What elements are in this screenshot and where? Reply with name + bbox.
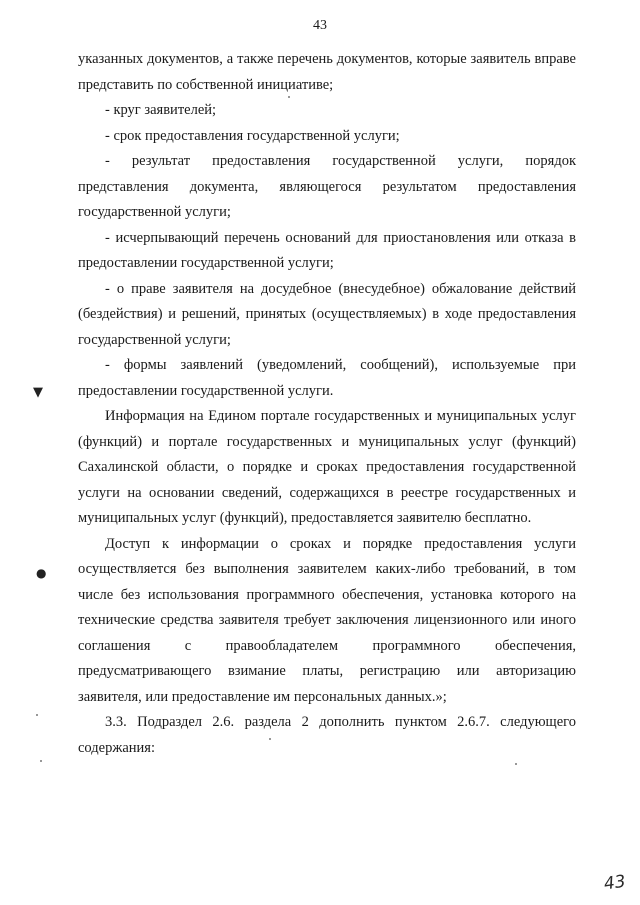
paragraph-continuation: указанных документов, а также перечень документов, которые заявитель вправе представить по собственной инициативе; [78, 51, 576, 93]
scan-mark-icon: ● [36, 566, 47, 580]
list-item-appeal-right: - о праве заявителя на досудебное (внесудебное) обжалование действий (бездействия) и решений, принятых (осуществляемых) в ходе предоставления государственной услуги; [78, 280, 576, 348]
paragraph-portal-information: Информация на Едином портале государственных и муниципальных услуг (функций) и портале государственных и муниципальных услуг (функций) Сахалинской области, о порядке и сроках предоставления государственной услуги на основании сведений, содержащихся в реестре государственных и муниципальных услуг (функций), предоставляется заявителю бесплатно. [78, 408, 576, 526]
scan-speck [288, 96, 290, 98]
scan-speck [515, 763, 517, 765]
list-item-forms: - формы заявлений (уведомлений, сообщений), используемые при предоставлении государственной услуги. [78, 357, 576, 399]
scan-speck [269, 738, 271, 740]
scan-mark-icon: ▼ [33, 385, 43, 400]
scan-speck [40, 760, 42, 762]
paragraph-access-information: Доступ к информации о сроках и порядке предоставления услуги осуществляется без выполнения заявителем каких-либо требований, в том числе без использования программного обеспечения, установка которого на технические средства заявителя требует заключения лицензионного или иного соглашения с правообладателем программного обеспечения, предусматривающего взимание платы, регистрацию или авторизацию заявителя, или предоставление им персональных данных.»; [78, 535, 576, 705]
list-item-grounds: - исчерпывающий перечень оснований для приостановления или отказа в предоставлении государственной услуги; [78, 229, 576, 271]
list-item-term: - срок предоставления государственной услуги; [105, 127, 400, 144]
list-item-result: - результат предоставления государственной услуги, порядок представления документа, являющегося результатом предоставления государственной услуги; [78, 153, 576, 220]
scan-speck [36, 714, 38, 716]
list-item-applicants: - круг заявителей; [105, 102, 217, 118]
page-number: 43 [313, 18, 327, 33]
handwritten-page-number: 43 [603, 871, 628, 895]
document-body [78, 47, 576, 761]
paragraph-amendment: 3.3. Подраздел 2.6. раздела 2 дополнить пунктом 2.6.7. следующего содержания: [78, 714, 576, 756]
